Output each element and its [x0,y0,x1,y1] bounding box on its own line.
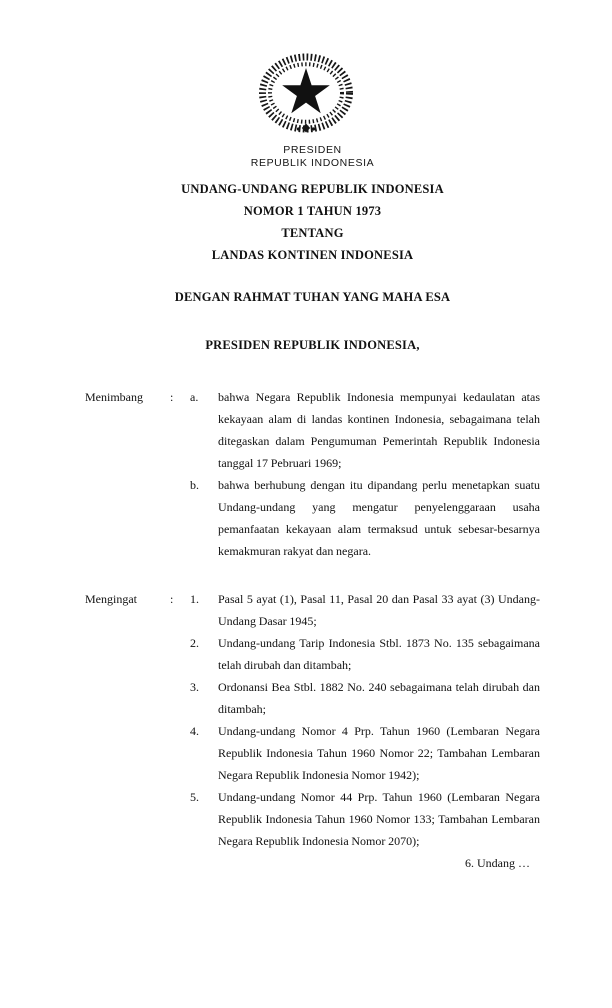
item-text-1: Pasal 5 ayat (1), Pasal 11, Pasal 20 dan Pasal 33 ayat (3) Undang-Undang Dasar 1945; [218,592,540,628]
invocation-line: DENGAN RAHMAT TUHAN YANG MAHA ESA [174,290,451,304]
page-catchword: 6. Undang … [465,856,530,870]
presidential-seal-icon [256,52,356,142]
invocation-block [85,286,540,308]
item-text-b: bahwa berhubung dengan itu dipandang perlu menetapkan suatu Undang-undang yang mengatur penyelenggaraan usaha pemanfaatan kekayaan alam termaksud untuk sebesar-besarnya kemakmuran rakyat dan negara. [218,478,540,558]
section-colon: : [170,390,174,404]
section-label-menimbang: Menimbang [85,390,143,404]
salutation-block [85,334,540,356]
star-icon [282,68,330,113]
letterhead-presiden: PRESIDEN [283,144,342,156]
wreath-ribbon-dot-right [312,127,315,130]
item-marker-3: 3. [190,680,199,694]
section-menimbang [85,386,540,562]
title-line-subject: LANDAS KONTINEN INDONESIA [211,248,414,262]
wreath-ribbon-dot-left [297,127,300,130]
salutation-line: PRESIDEN REPUBLIK INDONESIA, [205,338,420,352]
title-line-tentang: TENTANG [281,226,344,240]
item-marker-2: 2. [190,636,199,650]
item-marker-5: 5. [190,790,199,804]
item-marker-b: b. [190,478,199,492]
item-text-2: Undang-undang Tarip Indonesia Stbl. 1873 No. 135 sebagaimana telah dirubah dan ditambah; [218,636,540,672]
section-mengingat [85,588,540,852]
item-text-5: Undang-undang Nomor 44 Prp. Tahun 1960 (Lembaran Negara Republik Indonesia Tahun 1960 Nomor 133; Tambahan Lembaran Negara Republik Indonesia Nomor 2070); [218,790,540,848]
item-text-4: Undang-undang Nomor 4 Prp. Tahun 1960 (Lembaran Negara Republik Indonesia Tahun 1960 Nomor 22; Tambahan Lembaran Negara Republik Indonesia Nomor 1942); [218,724,540,782]
section-label-mengingat: Mengingat [85,592,137,606]
section-colon: : [170,592,174,606]
title-line-undang-undang: UNDANG-UNDANG REPUBLIK INDONESIA [181,182,444,196]
item-text-3: Ordonansi Bea Stbl. 1882 No. 240 sebagaimana telah dirubah dan ditambah; [218,680,540,716]
item-marker-a: a. [190,390,199,404]
item-text-a: bahwa Negara Republik Indonesia mempunyai kedaulatan atas kekayaan alam di landas kontinen Indonesia, sebagaimana telah ditegaskan dalam Pengumuman Pemerintah Republik Indonesia tanggal 17 Pebruari 1969; [218,390,540,470]
item-marker-1: 1. [190,592,199,606]
item-marker-4: 4. [190,724,199,738]
document-title [85,178,540,266]
letterhead-republik-indonesia: REPUBLIK INDONESIA [250,157,375,169]
title-line-nomor-tahun: NOMOR 1 TAHUN 1973 [243,204,382,218]
